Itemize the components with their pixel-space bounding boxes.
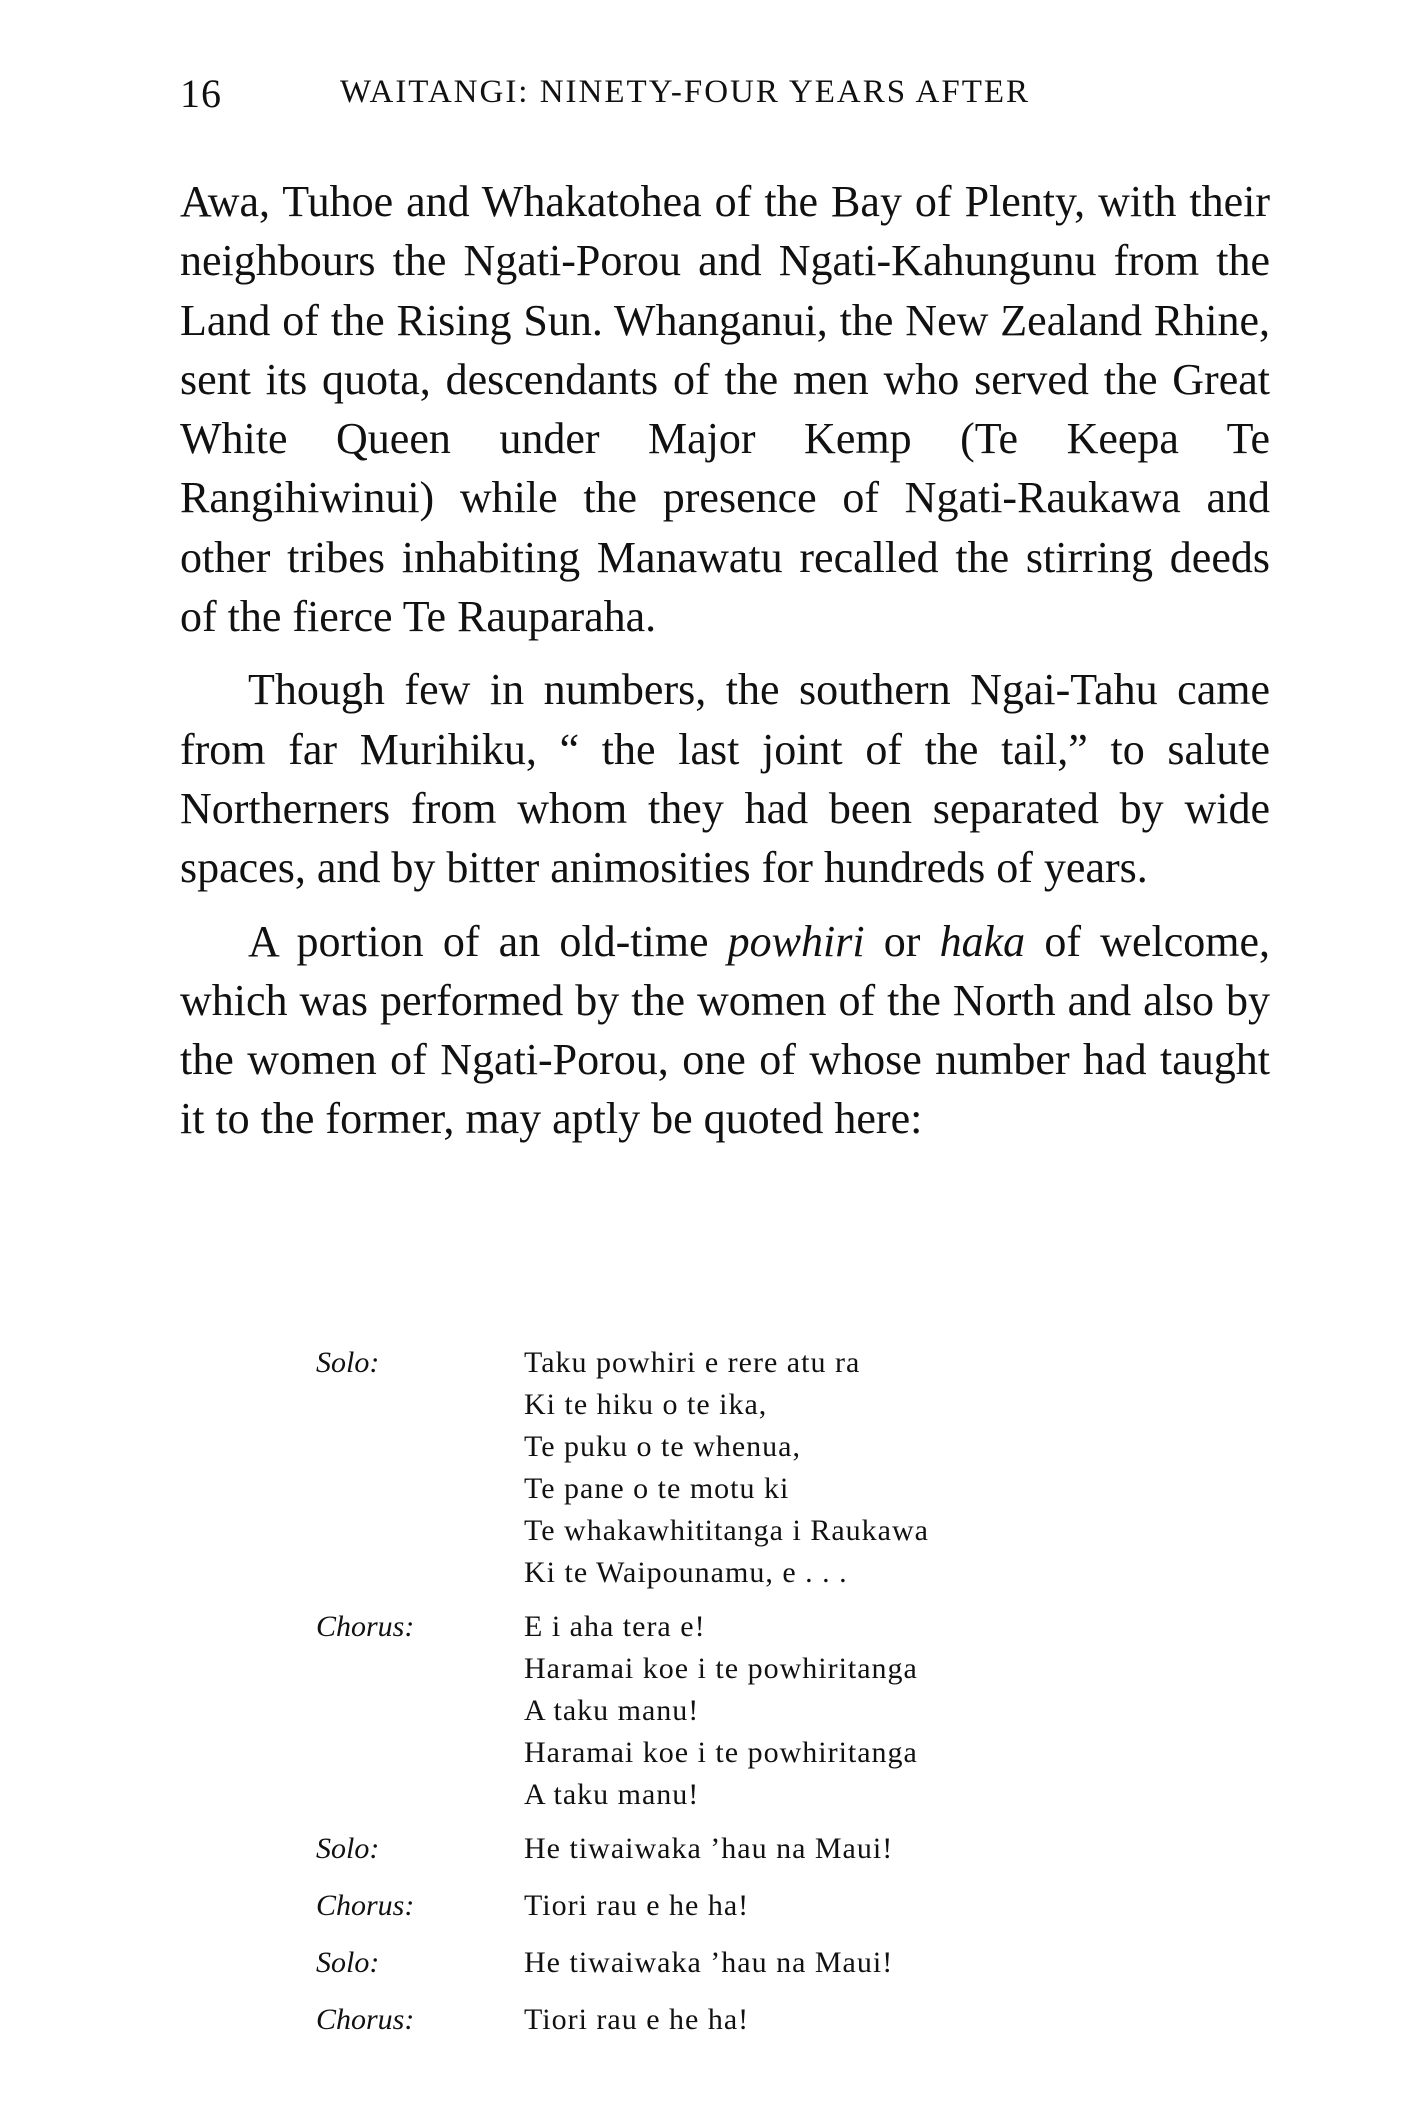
verse-line: Tiori rau e he ha! bbox=[524, 2003, 750, 2036]
verse-line: Tiori rau e he ha! bbox=[524, 1889, 750, 1922]
paragraph-3-text: of welcome, which was performed by the women of the North and also by the women of Ngati-Porou, one of whose number had taught it to the former, may aptly be quoted here: bbox=[180, 916, 1270, 1144]
verse-exchange-row bbox=[316, 1828, 1116, 1885]
verse-lines bbox=[524, 1606, 1116, 1816]
speaker-label: Solo: bbox=[316, 1946, 380, 1979]
verse-line: Haramai koe i te powhiritanga bbox=[524, 1736, 918, 1769]
verse-line: Taku powhiri e rere atu ra bbox=[524, 1346, 861, 1379]
powhiri-term: powhiri bbox=[727, 916, 865, 966]
verse-block-chorus bbox=[316, 1606, 1116, 1816]
verse-line: A taku manu! bbox=[524, 1778, 700, 1811]
paragraph-2: Though few in numbers, the southern Ngai-Tahu came from far Murihiku, “ the last joint of the tail,” to salute Northerners from whom they had been separated by wide spaces, and by bitter animosities for hundreds of years. bbox=[180, 665, 1270, 893]
verse-line: Te puku o te whenua, bbox=[524, 1430, 801, 1463]
speaker-label: Solo: bbox=[316, 1832, 380, 1865]
verse-line: Ki te Waipounamu, e . . . bbox=[524, 1556, 848, 1589]
speaker-label: Chorus: bbox=[316, 1889, 415, 1922]
verse-line: He tiwaiwaka ’hau na Maui! bbox=[524, 1946, 894, 1979]
haka-term: haka bbox=[939, 916, 1026, 966]
body-text bbox=[180, 172, 1270, 1149]
verse-line: Te whakawhititanga i Raukawa bbox=[524, 1514, 929, 1547]
verse-block-solo bbox=[316, 1342, 1116, 1594]
verse-exchange-row bbox=[316, 1999, 1116, 2056]
speaker-label: Chorus: bbox=[316, 1610, 415, 1643]
verse-line: Ki te hiku o te ika, bbox=[524, 1388, 768, 1421]
verse-line: A taku manu! bbox=[524, 1694, 700, 1727]
verse-line: Te pane o te motu ki bbox=[524, 1472, 790, 1505]
haka-verse bbox=[316, 1342, 1116, 2056]
paragraph-3-text: or bbox=[864, 916, 940, 966]
page-header bbox=[180, 70, 1260, 122]
paragraph-1: Awa, Tuhoe and Whakatohea of the Bay of Plenty, with their neighbours the Ngati-Porou and Ngati-Kahungunu from the Land of the Rising Sun. Whanganui, the New Zealand Rhine, sent its quota, descendants of the men who served the Great White Queen under Major Kemp (Te Keepa Te Rangihiwinui) while the presence of Ngati-Raukawa and other tribes inhabiting Manawatu recalled the stirring deeds of the fierce Te Rauparaha. bbox=[180, 177, 1270, 642]
paragraph-3 bbox=[180, 912, 1270, 1149]
verse-exchange-row bbox=[316, 1885, 1116, 1942]
verse-line: E i aha tera e! bbox=[524, 1610, 706, 1643]
verse-lines bbox=[524, 1342, 1116, 1594]
running-title: WAITANGI: NINETY-FOUR YEARS AFTER bbox=[340, 74, 1031, 110]
verse-exchange-row bbox=[316, 1942, 1116, 1999]
speaker-label: Solo: bbox=[316, 1346, 380, 1379]
page-number: 16 bbox=[180, 71, 222, 116]
paragraph-3-text: A portion of an old-time bbox=[248, 916, 728, 966]
verse-line: Haramai koe i te powhiritanga bbox=[524, 1652, 918, 1685]
verse-line: He tiwaiwaka ’hau na Maui! bbox=[524, 1832, 894, 1865]
speaker-label: Chorus: bbox=[316, 2003, 415, 2036]
